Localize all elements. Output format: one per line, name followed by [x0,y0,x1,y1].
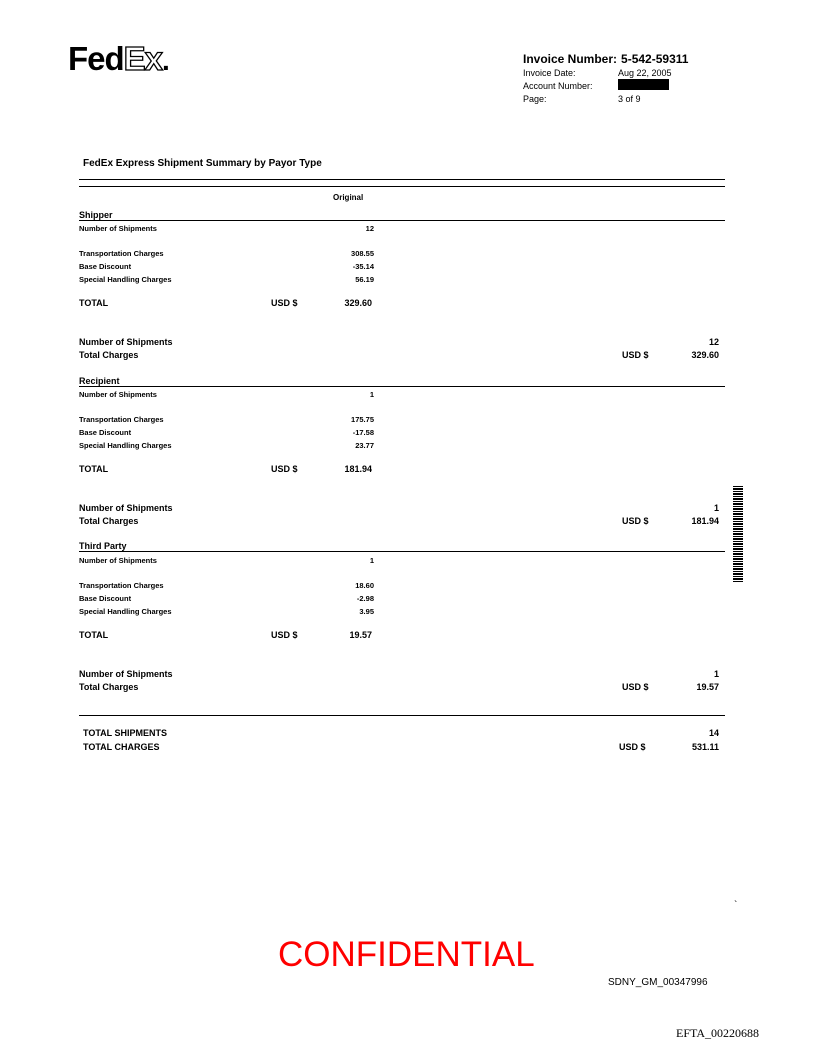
value-sum-shipments: 1 [713,503,719,513]
label-sum-shipments: Number of Shipments [79,503,173,513]
section-title: Third Party [79,541,127,551]
bates-number: SDNY_GM_00347996 [608,977,708,988]
section-title: Shipper [79,210,113,220]
divider [79,715,725,716]
label-sum-shipments: Number of Shipments [79,669,173,679]
label-grand-total-charges: TOTAL CHARGES [83,742,160,752]
value-base-discount: -2.98 [356,594,374,603]
value-total-charges: 19.57 [696,682,719,692]
label-base-discount: Base Discount [79,428,132,437]
divider [79,551,725,552]
currency-label: USD $ [271,464,298,474]
page-title: FedEx Express Shipment Summary by Payor Type [83,158,322,169]
label-transportation: Transportation Charges [79,415,164,424]
invoice-number: Invoice Number: 5-542-59311 [523,52,689,66]
currency-label: USD $ [271,630,298,640]
value-special-handling: 56.19 [355,275,374,284]
redaction-bar [618,79,669,90]
value-shipments: 1 [369,390,374,399]
label-num-shipments: Number of Shipments [79,224,157,233]
label-total-shipments: TOTAL SHIPMENTS [83,728,168,738]
label-total-charges: Total Charges [79,350,139,360]
label-total: TOTAL [79,298,109,308]
label-num-shipments: Number of Shipments [79,556,157,565]
label-base-discount: Base Discount [79,262,132,271]
label-total: TOTAL [79,464,109,474]
value-total: 19.57 [349,630,372,640]
value-total: 329.60 [344,298,372,308]
label-total-charges: Total Charges [79,682,139,692]
confidential-stamp: CONFIDENTIAL [278,935,535,974]
divider [79,186,725,187]
label-special-handling: Special Handling Charges [79,441,172,450]
divider [79,220,725,221]
value-total-shipments: 14 [708,728,719,738]
currency-label: USD $ [622,350,649,360]
value-total-charges: 329.60 [691,350,719,360]
value-base-discount: -35.14 [352,262,374,271]
label-num-shipments: Number of Shipments [79,390,157,399]
label-total: TOTAL [79,630,109,640]
label-transportation: Transportation Charges [79,581,164,590]
value-total-charges: 181.94 [691,516,719,526]
value-shipments: 1 [369,556,374,565]
label-special-handling: Special Handling Charges [79,275,172,284]
value-grand-total-charges: 531.11 [691,742,719,752]
value-transportation: 18.60 [355,581,374,590]
fedex-logo: FedEx. [68,40,169,77]
currency-label: USD $ [271,298,298,308]
value-sum-shipments: 1 [713,669,719,679]
barcode [733,486,743,582]
label-base-discount: Base Discount [79,594,132,603]
value-transportation: 175.75 [351,415,374,424]
currency-label: USD $ [622,516,649,526]
column-header-original: Original [333,193,364,202]
section-title: Recipient [79,376,120,386]
divider [79,179,725,180]
value-special-handling: 3.95 [359,607,374,616]
value-total: 181.94 [344,464,372,474]
value-sum-shipments: 12 [708,337,719,347]
value-special-handling: 23.77 [355,441,374,450]
label-total-charges: Total Charges [79,516,139,526]
efta-number: EFTA_00220688 [676,1026,760,1040]
currency-label: USD $ [619,742,646,752]
value-transportation: 308.55 [351,249,374,258]
label-sum-shipments: Number of Shipments [79,337,173,347]
value-base-discount: -17.58 [352,428,374,437]
label-special-handling: Special Handling Charges [79,607,172,616]
divider [79,386,725,387]
label-transportation: Transportation Charges [79,249,164,258]
value-shipments: 12 [365,224,374,233]
stray-mark: ` [734,900,738,911]
currency-label: USD $ [622,682,649,692]
